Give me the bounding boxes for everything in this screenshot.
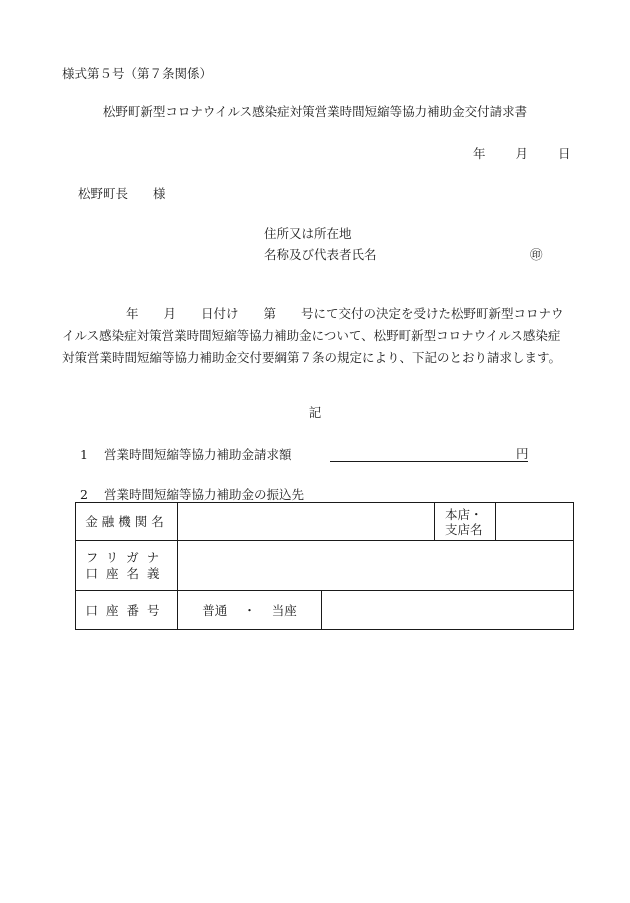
- seal-mark: ㊞: [530, 247, 543, 262]
- date-line: [473, 146, 570, 161]
- amount-unit: 円: [516, 446, 529, 461]
- institution-label-cell: [76, 503, 178, 541]
- branch-cell-wrapper: [435, 503, 574, 541]
- body-text: [62, 303, 570, 369]
- branch-label-cell: [435, 503, 496, 540]
- item2-number: 2: [80, 487, 88, 502]
- type-current[interactable]: 当座: [271, 602, 297, 618]
- item2-label: 営業時間短縮等協力補助金の振込先: [104, 487, 305, 502]
- branch-input-cell[interactable]: [496, 503, 573, 540]
- addressee: 松野町長 様: [78, 186, 166, 201]
- account-type-cell[interactable]: [178, 591, 322, 630]
- name-label: 名称及び代表者氏名: [264, 247, 377, 262]
- date-year-label: 年: [473, 146, 486, 161]
- date-day-label: 日: [557, 146, 571, 161]
- holder-label: 口座名義: [85, 565, 168, 581]
- amount-fill-line[interactable]: [330, 461, 528, 462]
- institution-input-cell[interactable]: [178, 503, 435, 541]
- item1-label: 営業時間短縮等協力補助金請求額: [104, 447, 292, 462]
- holder-input-cell[interactable]: [178, 541, 574, 591]
- kigo-heading: 記: [308, 405, 322, 420]
- account-no-label: 口座番号: [85, 602, 168, 618]
- address-label: 住所又は所在地: [264, 226, 352, 241]
- form-number: 様式第５号（第７条関係）: [62, 66, 213, 81]
- institution-label: 金融機関名: [85, 514, 168, 529]
- branch-label-line1: 本店・: [445, 506, 483, 522]
- bank-account-table: [75, 502, 574, 630]
- furigana-label: フリガナ: [85, 549, 168, 565]
- date-month-label: 月: [515, 146, 528, 161]
- body-paragraph: 年 月 日付け 第 号にて交付の決定を受けた松野町新型コロナウイルス感染症対策営業時間短縮等協力補助金について、松野町新型コロナウイルス感染症対策営業時間短縮等協力補助金交付要綱第７条の規定により、下記のとおり請求します。: [62, 306, 564, 365]
- holder-label-cell: [76, 541, 178, 591]
- type-separator: ・: [243, 602, 256, 618]
- document-title: 松野町新型コロナウイルス感染症対策営業時間短縮等協力補助金交付請求書: [102, 104, 528, 119]
- branch-label-line2: 支店名: [445, 521, 483, 537]
- account-no-input-cell[interactable]: [322, 591, 574, 630]
- item1-number: 1: [80, 447, 88, 462]
- type-ordinary[interactable]: 普通: [202, 602, 228, 618]
- account-no-label-cell: [76, 591, 178, 630]
